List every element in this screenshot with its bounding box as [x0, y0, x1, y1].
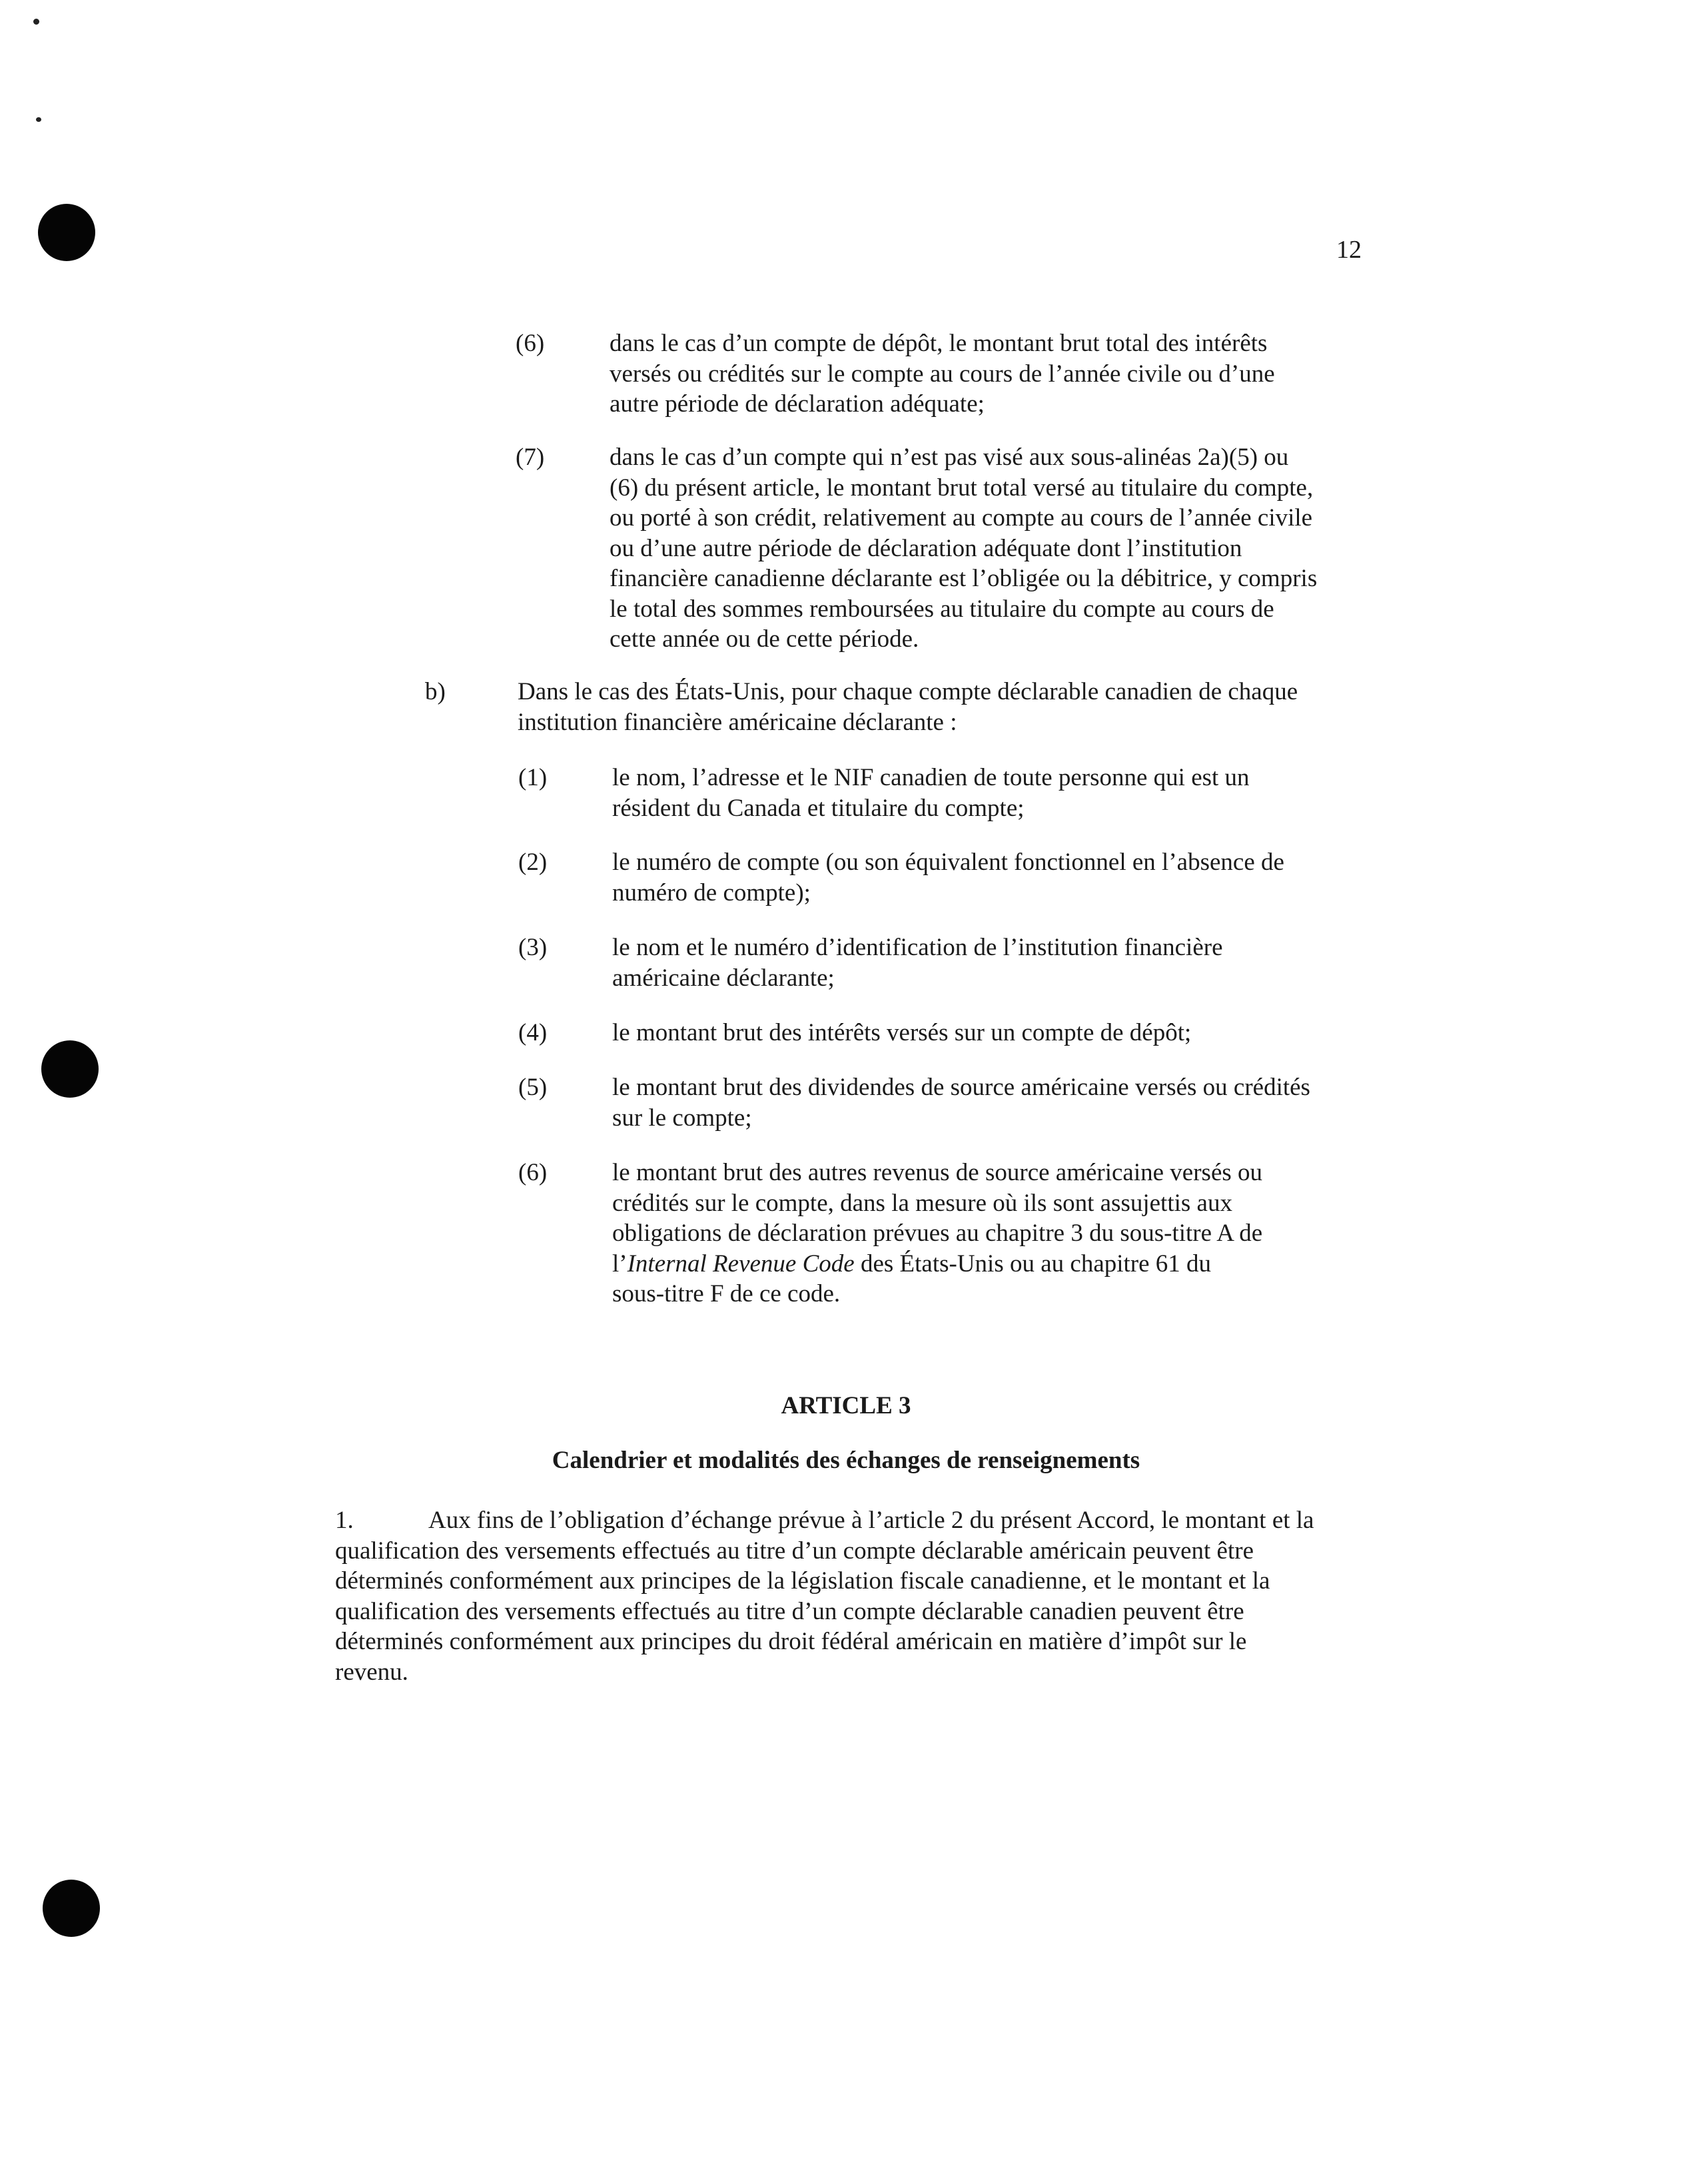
text-line: le numéro de compte (ou son équivalent fonctionnel en l’absence de	[612, 849, 1284, 876]
text-line: ou porté à son crédit, relativement au compte au cours de l’année civile	[610, 504, 1313, 532]
punch-hole-middle	[41, 1040, 99, 1098]
text-line: dans le cas d’un compte qui n’est pas visé aux sous-alinéas 2a)(5) ou	[610, 444, 1289, 471]
item-number: (6)	[518, 1159, 548, 1186]
text-line: le montant brut des intérêts versés sur un compte de dépôt;	[612, 1019, 1192, 1046]
text-line: déterminés conformément aux principes de la législation fiscale canadienne, et le montant et la	[335, 1567, 1270, 1595]
item-number: (4)	[518, 1019, 548, 1046]
item-text	[612, 1018, 1191, 1048]
item-number: (6)	[516, 330, 545, 357]
text-line: déterminés conformément aux principes du droit fédéral américain en matière d’impôt sur le	[335, 1628, 1247, 1655]
item-number: (1)	[518, 764, 548, 791]
item-text	[612, 932, 1223, 993]
text-line: crédités sur le compte, dans la mesure où ils sont assujettis aux	[612, 1189, 1232, 1217]
scan-speck	[36, 117, 41, 122]
text-line: résident du Canada et titulaire du compte;	[612, 794, 1025, 822]
item-number: (7)	[516, 444, 545, 471]
text-line: le total des sommes remboursées au titulaire du compte au cours de	[610, 595, 1274, 623]
item-text	[612, 1158, 1262, 1309]
item-number: (5)	[518, 1074, 548, 1101]
article-subtitle: Calendrier et modalités des échanges de renseignements	[552, 1447, 1140, 1474]
text-line: dans le cas d’un compte de dépôt, le montant brut total des intérêts	[610, 330, 1268, 357]
text-line: (6) du présent article, le montant brut total versé au titulaire du compte,	[610, 474, 1314, 502]
text-line: sous-titre F de ce code.	[612, 1280, 841, 1307]
text-line: américaine déclarante;	[612, 964, 835, 992]
text-line: sur le compte;	[612, 1104, 752, 1132]
item-text	[612, 763, 1250, 823]
text-line: revenu.	[335, 1658, 408, 1686]
text-line: financière canadienne déclarante est l’obligée ou la débitrice, y compris	[610, 565, 1318, 592]
text-line: ou d’une autre période de déclaration adéquate dont l’institution	[610, 534, 1242, 562]
text-fragment: des États-Unis ou au chapitre 61 du	[854, 1250, 1212, 1277]
punch-hole-top	[38, 204, 95, 261]
text-line: versés ou crédités sur le compte au cours de l’année civile ou d’une	[610, 360, 1275, 388]
text-line: qualification des versements effectués au titre d’un compte déclarable américain peuvent être	[335, 1537, 1254, 1565]
article-title: ARTICLE 3	[781, 1392, 911, 1419]
text-line: numéro de compte);	[612, 879, 811, 907]
text-line: cette année ou de cette période.	[610, 625, 919, 653]
item-number: (3)	[518, 934, 548, 961]
item-text	[610, 328, 1275, 420]
page-number: 12	[1336, 236, 1362, 264]
paragraph-number: 1.	[335, 1507, 354, 1534]
scan-speck	[33, 19, 39, 25]
text-fragment: Aux fins de l’obligation d’échange prévue à l’article 2 du présent Accord, le montant et la	[428, 1507, 1314, 1534]
item-text	[612, 1072, 1310, 1133]
item-number: (2)	[518, 849, 548, 876]
text-line	[335, 1505, 1314, 1536]
punch-hole-bottom	[43, 1880, 100, 1937]
text-line	[612, 1249, 1262, 1279]
item-letter: b)	[425, 678, 446, 705]
text-line: obligations de déclaration prévues au chapitre 3 du sous-titre A de	[612, 1220, 1263, 1247]
text-line: qualification des versements effectués au titre d’un compte déclarable canadien peuvent être	[335, 1597, 1244, 1625]
item-text	[610, 442, 1317, 655]
text-line: institution financière américaine déclarante :	[518, 708, 957, 736]
text-line: autre période de déclaration adéquate;	[610, 390, 985, 418]
text-line: le montant brut des dividendes de source américaine versés ou crédités	[612, 1074, 1310, 1101]
item-text	[612, 847, 1284, 908]
text-fragment: l’	[612, 1250, 628, 1277]
paragraph-1	[335, 1505, 1314, 1687]
item-text	[518, 677, 1298, 737]
text-line: Dans le cas des États-Unis, pour chaque compte déclarable canadien de chaque	[518, 678, 1298, 705]
text-line: le montant brut des autres revenus de source américaine versés ou	[612, 1159, 1263, 1186]
text-line: le nom, l’adresse et le NIF canadien de toute personne qui est un	[612, 764, 1250, 791]
code-title-italic: Internal Revenue Code	[627, 1250, 855, 1277]
text-line: le nom et le numéro d’identification de l’institution financière	[612, 934, 1223, 961]
